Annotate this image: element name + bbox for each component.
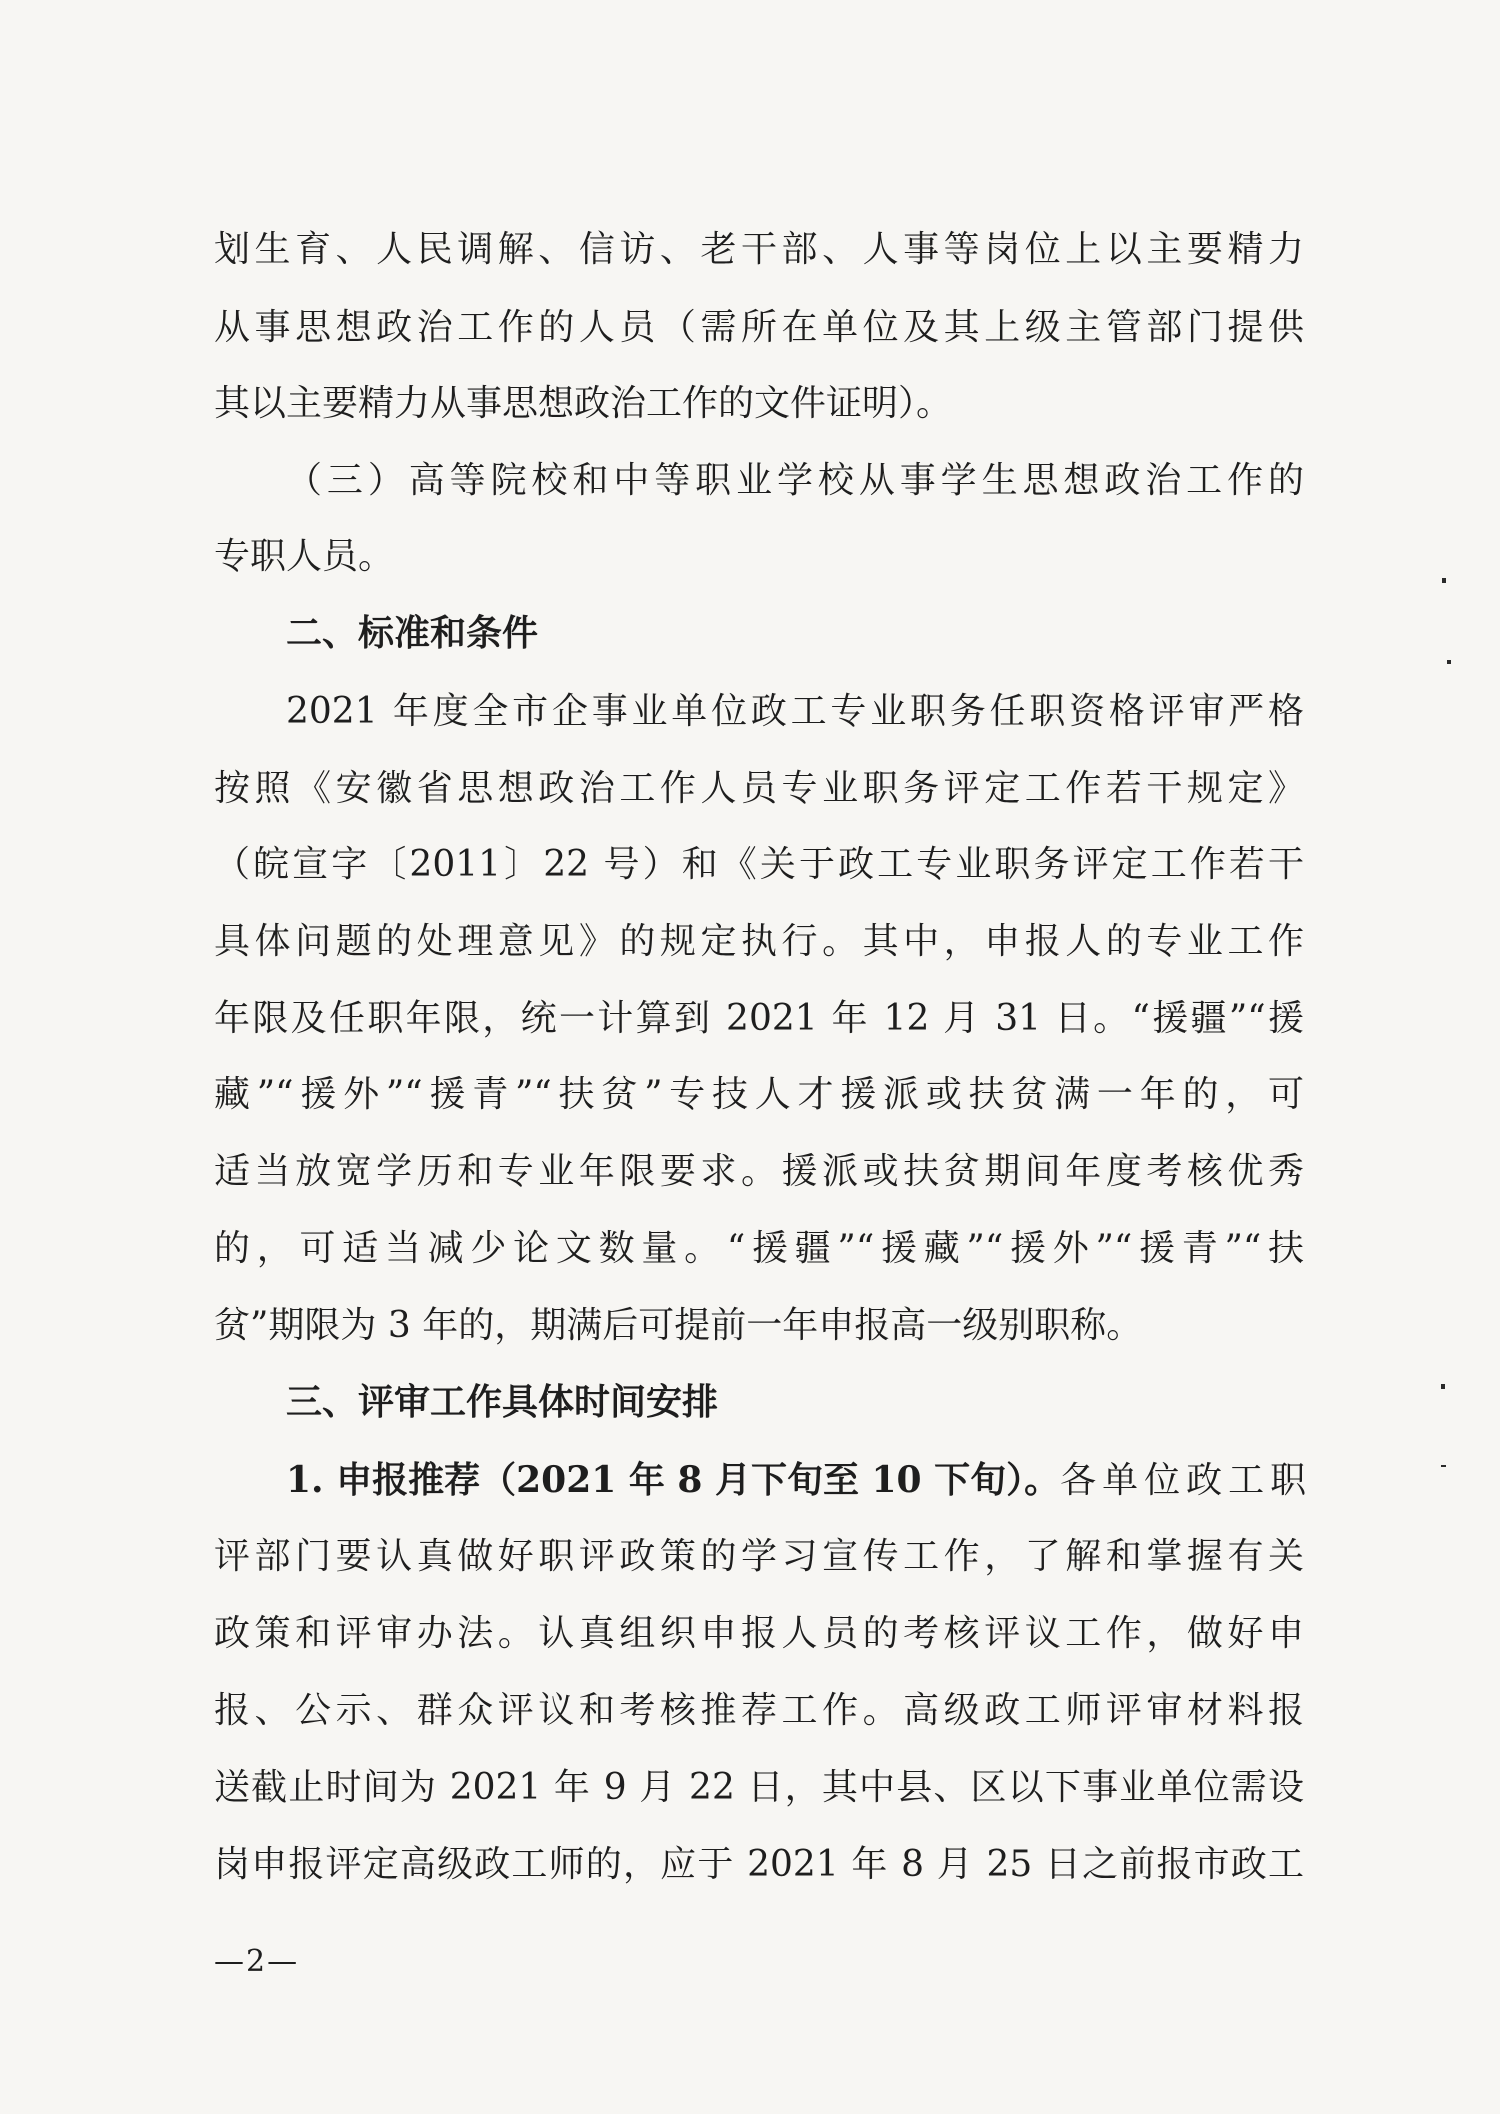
paragraph-line: 的，可适当减少论文数量。“援疆”“援藏”“援外”“援青”“扶 <box>214 1228 1304 1269</box>
scan-speck <box>1447 660 1451 664</box>
paragraph-line: 岗申报评定高级政工师的，应于 2021 年 8 月 25 日之前报市政工 <box>214 1844 1304 1885</box>
paragraph-line: 按照《安徽省思想政治工作人员专业职务评定工作若干规定》 <box>214 768 1304 809</box>
page-number: —2— <box>214 1944 300 1979</box>
paragraph-line: 专职人员。 <box>214 536 395 577</box>
paragraph-line: 政策和评审办法。认真组织申报人员的考核评议工作，做好申 <box>214 1613 1304 1654</box>
scan-speck <box>1441 1384 1445 1389</box>
subsection-title: 1. 申报推荐（2021 年 8 月下旬至 10 下旬）。 <box>286 1459 1061 1501</box>
paragraph-line: （三）高等院校和中等职业学校从事学生思想政治工作的 <box>286 460 1304 501</box>
scan-speck <box>1442 578 1446 583</box>
scan-speck <box>1441 1465 1446 1467</box>
paragraph-line <box>286 1448 1313 1512</box>
section-heading: 二、标准和条件 <box>286 613 539 654</box>
paragraph-line: 贫”期限为 3 年的，期满后可提前一年申报高一级别职称。 <box>214 1305 1143 1346</box>
paragraph-text: 各单位政工职 <box>1060 1460 1313 1501</box>
paragraph-line: 划生育、人民调解、信访、老干部、人事等岗位上以主要精力 <box>214 229 1304 270</box>
paragraph-line: 评部门要认真做好职评政策的学习宣传工作，了解和掌握有关 <box>214 1536 1304 1577</box>
paragraph-line: 其以主要精力从事思想政治工作的文件证明）。 <box>214 383 953 424</box>
paragraph-line: 从事思想政治工作的人员（需所在单位及其上级主管部门提供 <box>214 307 1304 348</box>
paragraph-line: 报、公示、群众评议和考核推荐工作。高级政工师评审材料报 <box>214 1690 1304 1731</box>
paragraph-line: 送截止时间为 2021 年 9 月 22 日，其中县、区以下事业单位需设 <box>214 1767 1304 1808</box>
paragraph-line: （皖宣字〔2011〕22 号）和《关于政工专业职务评定工作若干 <box>214 844 1304 885</box>
paragraph-line: 适当放宽学历和专业年限要求。援派或扶贫期间年度考核优秀 <box>214 1151 1304 1192</box>
paragraph-line: 2021 年度全市企事业单位政工专业职务任职资格评审严格 <box>286 691 1304 732</box>
paragraph-line: 具体问题的处理意见》的规定执行。其中，申报人的专业工作 <box>214 921 1304 962</box>
section-heading: 三、评审工作具体时间安排 <box>286 1382 719 1423</box>
paragraph-line: 藏”“援外”“援青”“扶贫”专技人才援派或扶贫满一年的，可 <box>214 1074 1304 1115</box>
paragraph-line: 年限及任职年限，统一计算到 2021 年 12 月 31 日。“援疆”“援 <box>214 998 1304 1039</box>
